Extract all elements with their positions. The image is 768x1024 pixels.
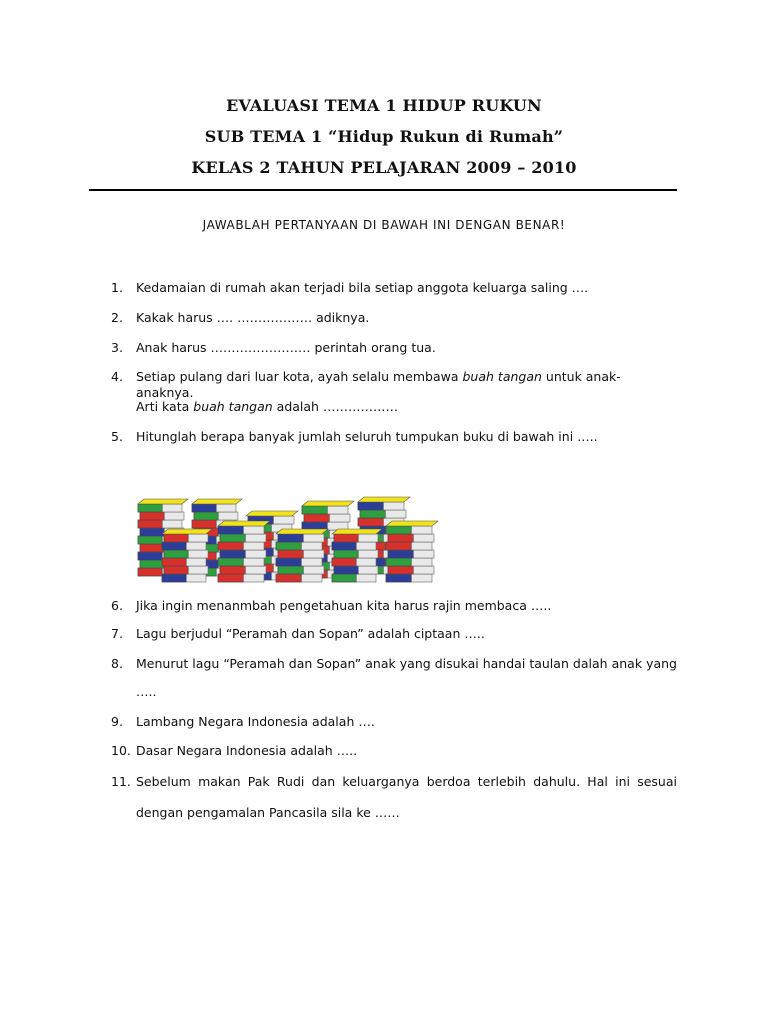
book [162, 558, 206, 566]
book [218, 558, 264, 566]
book [278, 550, 324, 558]
book-cover [332, 529, 382, 534]
question-number: 9. [111, 714, 123, 729]
book-cover [358, 497, 410, 502]
book [386, 526, 432, 534]
question-number: 2. [111, 310, 123, 325]
book [388, 566, 434, 574]
title-subtema: SUB TEMA 1 “Hidup Rukun di Rumah” [204, 127, 564, 146]
book [164, 566, 208, 574]
book [220, 534, 266, 542]
question-text: Lambang Negara Indonesia adalah …. [136, 714, 375, 729]
question-text-part: adalah ……………… [272, 399, 398, 414]
book [162, 542, 206, 550]
question-number: 4. [111, 369, 123, 384]
book-stacks-illustration [134, 484, 444, 584]
book-stack [162, 529, 212, 582]
question-number: 10. [111, 743, 131, 758]
question-text-part: Setiap pulang dari luar kota, ayah selalu membawa [136, 369, 463, 384]
book [194, 512, 238, 520]
book-cover [138, 499, 188, 504]
question-text: Menurut lagu “Peramah dan Sopan” anak yang disukai handai taulan dalah anak yang [136, 656, 677, 671]
book-cover [386, 521, 438, 526]
book-cover [192, 499, 242, 504]
book [218, 526, 264, 534]
book [276, 574, 322, 582]
question-text-part: Arti kata [136, 399, 194, 414]
title-kelas: KELAS 2 TAHUN PELAJARAN 2009 – 2010 [191, 158, 577, 177]
book [386, 558, 432, 566]
book [278, 534, 324, 542]
book [220, 566, 266, 574]
question-4-continuation [136, 399, 398, 415]
question-number: 1. [111, 280, 123, 295]
book [162, 574, 206, 582]
question-number: 5. [111, 429, 123, 444]
question-text: Hitunglah berapa banyak jumlah seluruh tumpukan buku di bawah ini ….. [136, 429, 598, 444]
book [218, 574, 264, 582]
book [164, 534, 208, 542]
book [334, 566, 378, 574]
question-text: Anak harus …………………… perintah orang tua. [136, 340, 436, 355]
book [334, 534, 378, 542]
book [304, 514, 350, 522]
book [332, 574, 376, 582]
question-emphasis: buah tangan [462, 369, 542, 384]
question-emphasis: buah tangan [193, 399, 273, 414]
book [386, 542, 432, 550]
question-number: 3. [111, 340, 123, 355]
book-stack [276, 529, 328, 582]
question-8-continuation: ….. [136, 684, 157, 699]
book-cover [162, 529, 212, 534]
title-evaluasi: EVALUASI TEMA 1 HIDUP RUKUN [226, 96, 542, 115]
book [276, 542, 322, 550]
question-text-part: untuk anak-anaknya. [136, 369, 621, 400]
book-cover [276, 529, 328, 534]
book-cover [302, 501, 354, 506]
book [138, 504, 182, 512]
question-11-continuation: dengan pengamalan Pancasila sila ke …… [136, 805, 400, 820]
book-stack [386, 521, 438, 582]
book-stack [218, 521, 270, 582]
book [334, 550, 378, 558]
question-text: Kakak harus …. ……………… adiknya. [136, 310, 370, 325]
instruction-text: JAWABLAH PERTANYAAN DI BAWAH INI DENGAN BENAR! [202, 218, 566, 232]
book [138, 520, 182, 528]
question-text [136, 369, 677, 401]
book [388, 534, 434, 542]
question-text: Kedamaian di rumah akan terjadi bila setiap anggota keluarga saling …. [136, 280, 589, 295]
book [164, 550, 208, 558]
book [358, 502, 404, 510]
question-text: Lagu berjudul “Peramah dan Sopan” adalah ciptaan ….. [136, 626, 485, 641]
book-stack [332, 529, 382, 582]
book [192, 504, 236, 512]
book [140, 512, 184, 520]
header-divider [89, 189, 677, 191]
book [360, 510, 406, 518]
book [278, 566, 324, 574]
question-number: 8. [111, 656, 123, 671]
book-cover [218, 521, 270, 526]
book [276, 558, 322, 566]
book [220, 550, 266, 558]
book [386, 574, 432, 582]
question-text: Jika ingin menanmbah pengetahuan kita harus rajin membaca ….. [136, 598, 552, 613]
book [332, 542, 376, 550]
question-number: 6. [111, 598, 123, 613]
book [218, 542, 264, 550]
question-text: Sebelum makan Pak Rudi dan keluarganya berdoa terlebih dahulu. Hal ini sesuai [136, 774, 677, 789]
question-number: 11. [111, 774, 131, 789]
book [302, 506, 348, 514]
question-number: 7. [111, 626, 123, 641]
book-cover [246, 511, 298, 516]
question-text: Dasar Negara Indonesia adalah ….. [136, 743, 358, 758]
book [332, 558, 376, 566]
book [388, 550, 434, 558]
